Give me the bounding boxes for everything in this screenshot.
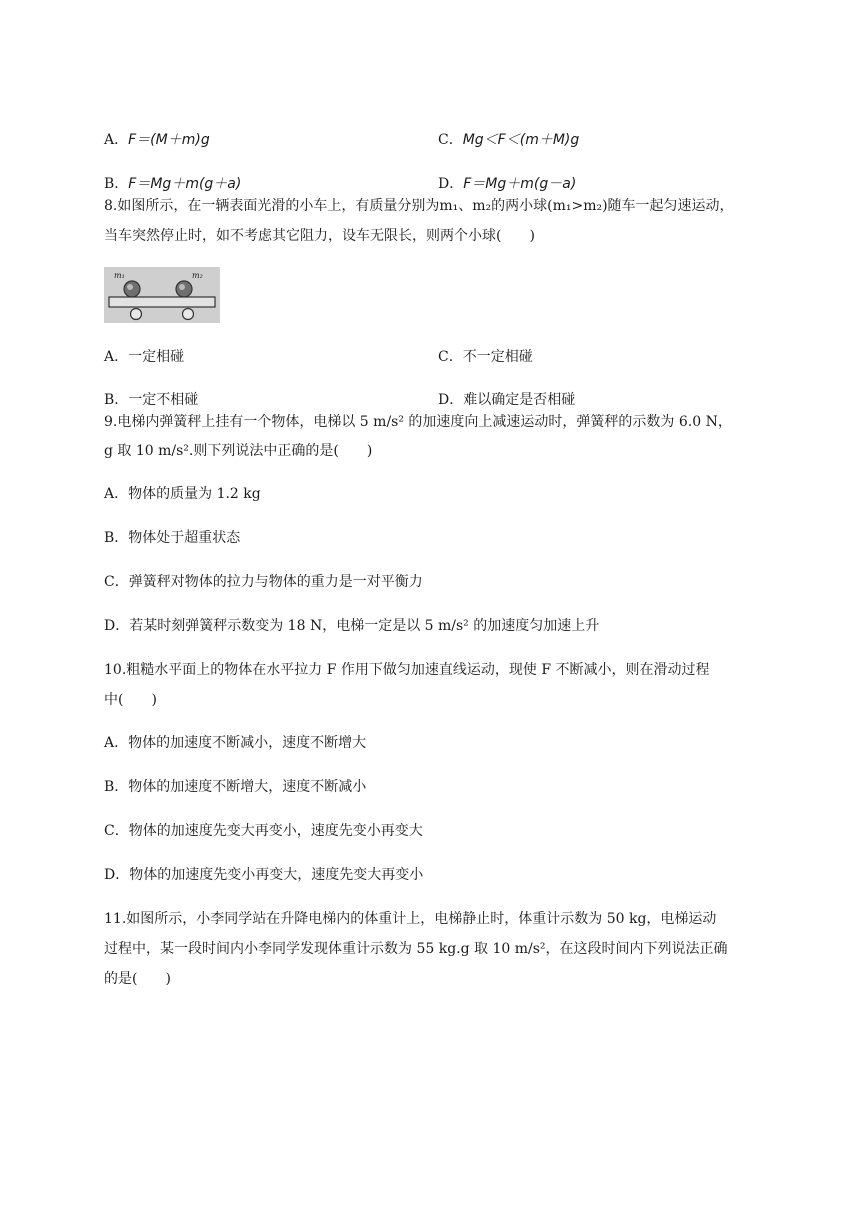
q7-option-d: D．F＝Mg＋m(g－a) — [438, 176, 577, 192]
q9-option-d: D．若某时刻弹簧秤示数变为 18 N，电梯一定是以 5 m/s² 的加速度匀加速上升 — [104, 618, 600, 634]
q8-stem-line-2: 当车突然停止时，如不考虑其它阻力，设车无限长，则两个小球( ) — [104, 228, 535, 244]
wheel-left — [131, 309, 142, 320]
cart-body — [109, 297, 215, 307]
q8-option-a: A．一定相碰 — [104, 349, 185, 365]
q8-option-d: D．难以确定是否相碰 — [438, 392, 576, 408]
q8-option-b: B．一定不相碰 — [104, 392, 199, 408]
q9-stem-line-1: 9.电梯内弹簧秤上挂有一个物体，电梯以 5 m/s² 的加速度向上减速运动时，弹簧秤的示数为 6.0 N， — [104, 414, 732, 430]
q10-stem-line-2: 中( ) — [104, 692, 157, 708]
q9-option-a: A．物体的质量为 1.2 kg — [104, 486, 261, 502]
q9-option-c: C．弹簧秤对物体的拉力与物体的重力是一对平衡力 — [104, 574, 423, 590]
wheel-right — [183, 309, 194, 320]
cart-figure — [104, 267, 220, 323]
q11-stem-line-3: 的是( ) — [104, 971, 171, 987]
q7-option-a: A．F＝(M＋m)g — [104, 132, 210, 148]
m1-label: m₁ — [114, 271, 125, 280]
q10-stem-line-1: 10.粗糙水平面上的物体在水平拉力 F 作用下做匀加速直线运动，现使 F 不断减小，则在滑动过程 — [104, 662, 710, 678]
q8-stem-line-1: 8.如图所示，在一辆表面光滑的小车上，有质量分别为m₁、m₂的两小球(m₁>m₂)随车一起匀速运动， — [104, 198, 734, 214]
q7-option-c: C．Mg＜F＜(m＋M)g — [438, 132, 580, 148]
q9-option-b: B．物体处于超重状态 — [104, 530, 241, 546]
q11-stem-line-1: 11.如图所示，小李同学站在升降电梯内的体重计上，电梯静止时，体重计示数为 50 kg，电梯运动 — [104, 911, 717, 927]
q10-option-a: A．物体的加速度不断减小，速度不断增大 — [104, 735, 367, 751]
q9-stem-line-2: g 取 10 m/s².则下列说法中正确的是( ) — [104, 443, 373, 459]
q10-option-b: B．物体的加速度不断增大，速度不断减小 — [104, 779, 367, 795]
q10-option-d: D．物体的加速度先变小再变大，速度先变大再变小 — [104, 867, 424, 883]
q11-stem-line-2: 过程中，某一段时间内小李同学发现体重计示数为 55 kg.g 取 10 m/s²，在这段时间内下列说法正确 — [104, 941, 728, 957]
cart-with-balls-diagram — [104, 267, 220, 323]
q7-option-b: B．F＝Mg＋m(g＋a) — [104, 176, 242, 192]
q10-option-c: C．物体的加速度先变大再变小，速度先变小再变大 — [104, 823, 423, 839]
m2-label: m₂ — [192, 271, 203, 280]
q8-option-c: C．不一定相碰 — [438, 349, 533, 365]
